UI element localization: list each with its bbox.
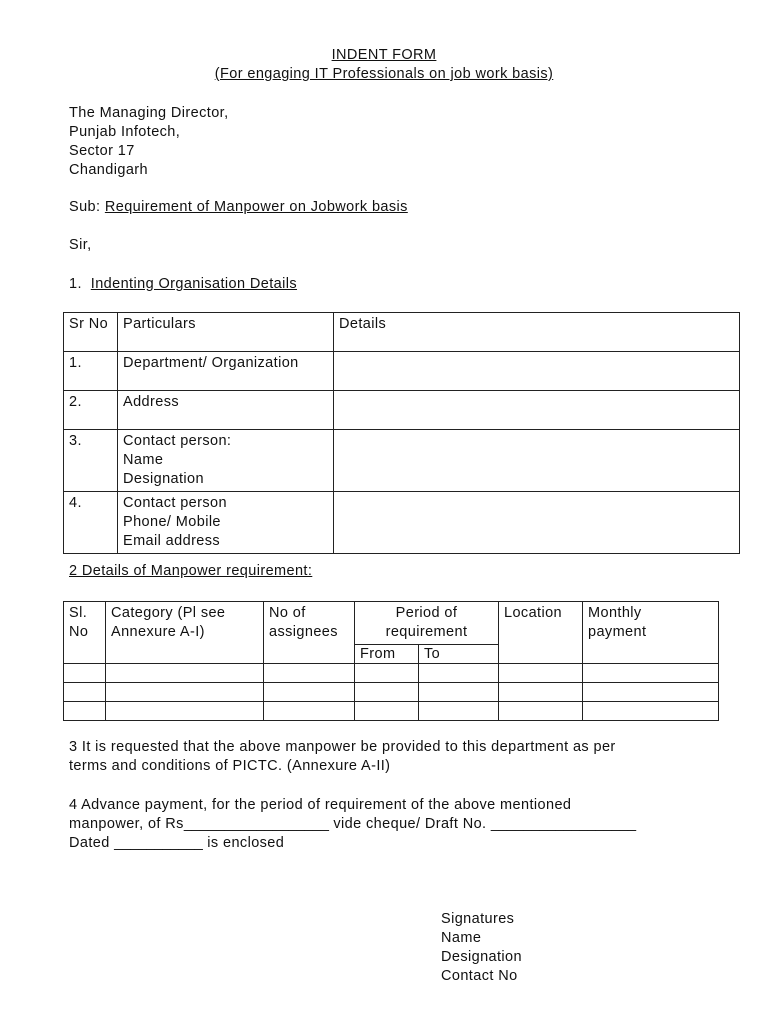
empty-cell[interactable] (583, 702, 719, 721)
table-row (64, 702, 719, 721)
table-header-row (64, 313, 740, 352)
header-line: requirement (385, 624, 468, 640)
empty-cell[interactable] (419, 664, 499, 683)
empty-cell[interactable] (499, 664, 583, 683)
section1-number: 1. (69, 276, 82, 292)
empty-cell[interactable] (106, 664, 264, 683)
subject-label: Sub: (69, 199, 101, 215)
salutation: Sir, (69, 237, 92, 253)
empty-cell[interactable] (419, 683, 499, 702)
empty-cell[interactable] (264, 683, 355, 702)
particulars-line: Name (123, 452, 164, 468)
empty-cell[interactable] (64, 664, 106, 683)
header-line: Annexure A-I) (111, 624, 205, 640)
form-title: INDENT FORM (331, 47, 437, 63)
header-category (106, 602, 264, 664)
header-assignees (264, 602, 355, 664)
section1-title: Indenting Organisation Details (90, 276, 298, 292)
paragraph-3 (69, 738, 616, 776)
empty-cell[interactable] (264, 664, 355, 683)
table-row (64, 683, 719, 702)
header-payment (583, 602, 719, 664)
row-details-field[interactable] (334, 492, 740, 554)
address-line: Punjab Infotech, (69, 124, 181, 140)
header-cell: Details (334, 313, 740, 352)
row-number: 3. (64, 430, 118, 492)
header-line: Monthly (588, 605, 642, 621)
draft-number-blank[interactable]: __________________ (490, 816, 637, 832)
row-particulars: Department/ Organization (118, 352, 334, 391)
row-number: 4. (64, 492, 118, 554)
empty-cell[interactable] (264, 702, 355, 721)
address-line: Sector 17 (69, 143, 135, 159)
row-number: 2. (64, 391, 118, 430)
subject-text: Requirement of Manpower on Jobwork basis (104, 199, 408, 215)
text-fragment: vide cheque/ Draft No. (333, 816, 487, 832)
header-line: No (69, 624, 89, 640)
header-location: Location (499, 602, 583, 664)
empty-cell[interactable] (499, 683, 583, 702)
section1-heading (69, 276, 297, 292)
paragraph-4 (69, 796, 636, 853)
text-fragment: manpower, of Rs (69, 816, 184, 832)
empty-cell[interactable] (583, 683, 719, 702)
subject-line (69, 199, 408, 215)
signature-block (441, 910, 522, 986)
empty-cell[interactable] (499, 702, 583, 721)
form-subtitle: (For engaging IT Professionals on job work basis) (214, 66, 554, 82)
signature-line: Signatures (441, 911, 515, 927)
empty-cell[interactable] (583, 664, 719, 683)
row-particulars (118, 430, 334, 492)
header-to: To (419, 645, 499, 664)
row-details-field[interactable] (334, 352, 740, 391)
signature-line: Contact No (441, 968, 518, 984)
organisation-details-table (63, 312, 740, 554)
paragraph-line: 3 It is requested that the above manpower be provided to this department as per (69, 739, 616, 755)
text-fragment: is enclosed (207, 835, 285, 851)
row-particulars (118, 492, 334, 554)
empty-cell[interactable] (355, 664, 419, 683)
paragraph-line: terms and conditions of PICTC. (Annexure A-II) (69, 758, 391, 774)
table-header-row (64, 602, 719, 645)
empty-cell[interactable] (355, 702, 419, 721)
text-fragment: Dated (69, 835, 110, 851)
particulars-line: Contact person (123, 495, 227, 511)
empty-cell[interactable] (64, 683, 106, 702)
row-number: 1. (64, 352, 118, 391)
date-blank[interactable]: ___________ (114, 835, 203, 851)
header-period (355, 602, 499, 645)
particulars-line: Email address (123, 533, 221, 549)
paragraph-line: 4 Advance payment, for the period of requirement of the above mentioned (69, 797, 572, 813)
section2-heading: 2 Details of Manpower requirement: (69, 563, 313, 579)
address-block (69, 104, 229, 180)
header-line: Category (Pl see (111, 605, 226, 621)
header-line: assignees (269, 624, 338, 640)
row-details-field[interactable] (334, 430, 740, 492)
empty-cell[interactable] (355, 683, 419, 702)
header-line: Period of (395, 605, 458, 621)
particulars-line: Contact person: (123, 433, 232, 449)
row-particulars: Address (118, 391, 334, 430)
particulars-line: Designation (123, 471, 204, 487)
header-line: Sl. (69, 605, 88, 621)
header-line: No of (269, 605, 306, 621)
paragraph-line (69, 815, 636, 834)
table-row (64, 664, 719, 683)
amount-blank[interactable]: __________________ (183, 816, 329, 832)
table-row (64, 352, 740, 391)
address-line: The Managing Director, (69, 105, 229, 121)
particulars-line: Phone/ Mobile (123, 514, 221, 530)
table-row (64, 430, 740, 492)
empty-cell[interactable] (64, 702, 106, 721)
header-cell: Sr No (64, 313, 118, 352)
address-line: Chandigarh (69, 162, 148, 178)
header-from: From (355, 645, 419, 664)
header-sl-no (64, 602, 106, 664)
table-row (64, 492, 740, 554)
empty-cell[interactable] (106, 702, 264, 721)
empty-cell[interactable] (419, 702, 499, 721)
paragraph-line (69, 834, 636, 853)
manpower-requirement-table (63, 601, 719, 721)
row-details-field[interactable] (334, 391, 740, 430)
empty-cell[interactable] (106, 683, 264, 702)
signature-line: Designation (441, 949, 522, 965)
header-line: payment (588, 624, 647, 640)
table-row (64, 391, 740, 430)
header-cell: Particulars (118, 313, 334, 352)
signature-line: Name (441, 930, 482, 946)
